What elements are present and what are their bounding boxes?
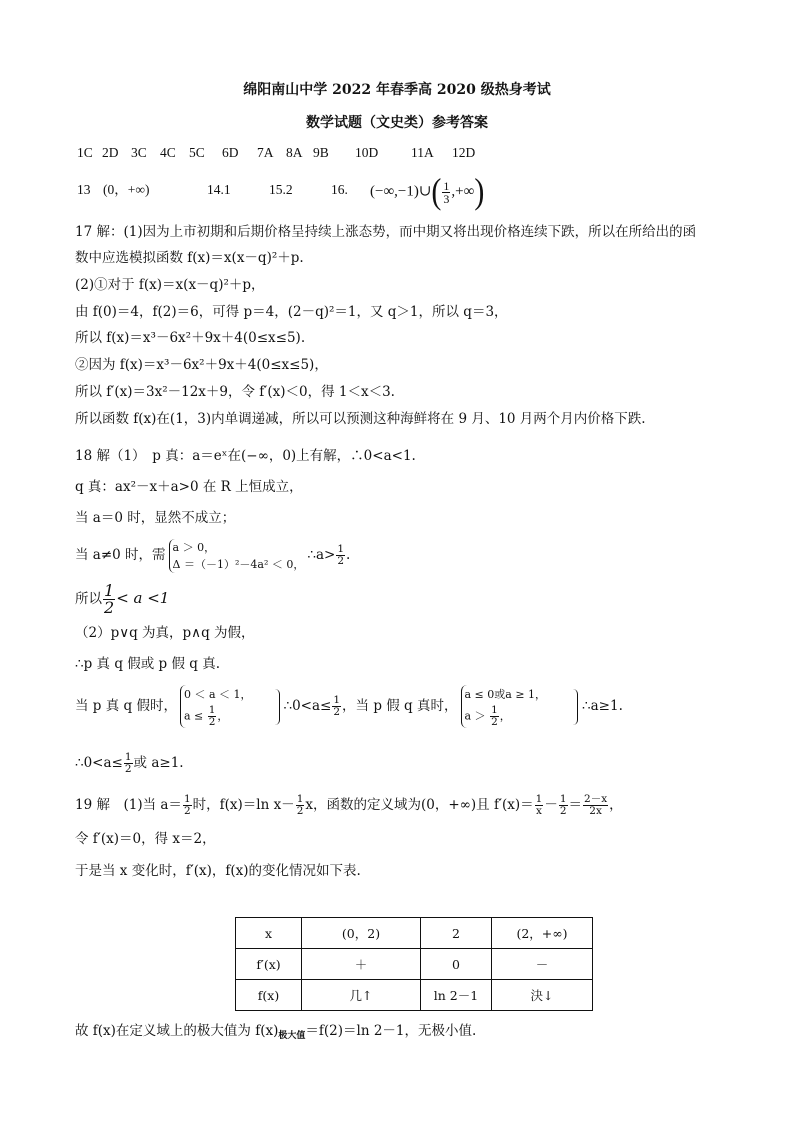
q19-frac-5-den: 2x — [589, 805, 602, 817]
q17-line-1: 17 解：(1)因为上市初期和后期价格呈持续上涨态势，而中期又将出现价格连续下跌，所以在所给出的函 — [75, 224, 697, 240]
q16-label: 16. — [331, 182, 348, 197]
table-cell: x — [236, 918, 302, 949]
q17-line-7: 所以 f′(x)＝3x²－12x＋9，令 f′(x)＜0，得 1＜x＜3. — [75, 384, 395, 400]
q19-frac-1-num: 1 — [183, 793, 191, 805]
q17-line-4: 由 f(0)＝4，f(2)＝6，可得 p＝4，(2－q)²＝1，又 q＞1，所以 q＝3， — [75, 304, 508, 320]
q19-line-4 — [75, 1021, 476, 1046]
q19-frac-5-num: 2－x — [584, 793, 608, 805]
q19-line-1-end: ， — [609, 797, 623, 813]
q18-line-4-num: 1 — [337, 543, 344, 555]
table-cell: ln 2－1 — [421, 980, 492, 1011]
q17-line-6: ②因为 f(x)＝x³－6x²＋9x＋4(0≤x≤5)， — [75, 357, 328, 373]
q18-line-4-post: ∴a> — [307, 547, 336, 563]
q19-line-4-b: ＝f(2)＝ln 2－1，无极小值. — [305, 1023, 477, 1039]
q18-line-5 — [75, 580, 169, 616]
table-cell: ⼏↑ — [302, 980, 421, 1011]
q18-line-9-pre: ∴0<a≤ — [75, 755, 123, 771]
q18-line-8-pre: 当 p 真 q 假时， — [75, 698, 177, 714]
q15-answer: 15.2 — [269, 182, 293, 197]
q18-line-4 — [75, 537, 350, 573]
q19-frac-1-den: 2 — [183, 805, 191, 817]
q18-line-8-mid-den: 2 — [333, 706, 341, 718]
q18-line-8-mid: ∴0<a≤ — [283, 698, 332, 714]
document-subtitle: 数学试题（文史类）参考答案 — [306, 115, 488, 131]
table-cell: 2 — [421, 918, 492, 949]
table-cell: f(x) — [236, 980, 302, 1011]
table-cell: 決↓ — [492, 980, 593, 1011]
q18-system-3-num: 1 — [491, 704, 498, 716]
q19-line-1-b: 时，f(x)＝ln x－ — [192, 797, 295, 813]
q17-line-3: (2)①对于 f(x)＝x(x－q)²＋p， — [75, 277, 265, 293]
q18-line-5-pre: 所以 — [75, 591, 102, 607]
q19-frac-4-num: 1 — [559, 793, 567, 805]
q18-line-2: q 真：ax²－x＋a>0 在 R 上恒成立， — [75, 479, 303, 495]
variation-table — [235, 917, 593, 1011]
q18-line-9-den: 2 — [124, 763, 132, 775]
table-cell: ＋ — [302, 949, 421, 980]
q17-line-5: 所以 f(x)＝x³－6x²＋9x＋4(0≤x≤5). — [75, 330, 306, 346]
q16-left: (−∞,−1)∪ — [370, 183, 432, 200]
q19-line-1-minus: － — [544, 797, 558, 813]
choice-4: 4C — [160, 145, 176, 160]
choice-10: 10D — [355, 145, 379, 160]
table-cell: (2，+∞) — [492, 918, 593, 949]
q19-line-2: 令 f′(x)＝0，得 x＝2， — [75, 831, 216, 847]
choice-2: 2D — [102, 145, 119, 160]
q19-line-1-a: 19 解 (1)当 a＝ — [75, 797, 182, 813]
q18-line-4-pre: 当 a≠0 时，需 — [75, 547, 166, 563]
q16-answer: (−∞,−1)∪( $\frac{1}{3}$ ,+∞) — [370, 171, 485, 212]
q19-line-1-eq: ＝ — [568, 797, 583, 813]
choice-1: 1C — [77, 145, 93, 160]
choice-8: 8A — [286, 145, 303, 160]
q18-system-1-row-1: a ＞ 0， — [172, 540, 216, 554]
table-cell: － — [492, 949, 593, 980]
q19-line-4-a: 故 f(x)在定义域上的极大值为 f(x) — [75, 1023, 279, 1039]
q18-line-7: ∴p 真 q 假或 p 假 q 真. — [75, 656, 220, 672]
q18-line-5-post: < a <1 — [116, 589, 170, 607]
q19-line-3: 于是当 x 变化时，f′(x)，f(x)的变化情况如下表. — [75, 863, 361, 879]
q18-line-1: 18 解（1） p 真：a＝eˣ在(−∞，0)上有解，∴0<a<1. — [75, 448, 416, 464]
q18-line-9-post: 或 a≥1. — [133, 755, 184, 771]
q18-line-9 — [75, 748, 184, 778]
q19-frac-2-num: 1 — [296, 793, 304, 805]
q18-system-3-den: 2 — [491, 716, 498, 728]
table-row — [236, 949, 593, 980]
q19-line-1-c: x，函数的定义域为(0，+∞)且 f′(x)＝ — [305, 797, 534, 813]
choice-3: 3C — [131, 145, 147, 160]
table-cell: (0，2) — [302, 918, 421, 949]
q16-frac-den: 3 — [443, 191, 450, 206]
q16-frac-num: 1 — [443, 178, 450, 193]
q18-line-4-den: 2 — [337, 555, 344, 567]
q19-frac-3-den: x — [536, 805, 542, 817]
q18-line-5-num: 1 — [104, 581, 115, 600]
choice-7: 7A — [257, 145, 274, 160]
q18-line-6: （2）p∨q 为真，p∧q 为假， — [75, 625, 255, 641]
q18-line-5-den: 2 — [104, 598, 115, 617]
q13-label: 13 — [77, 182, 91, 197]
q18-line-8-mid2: ，当 p 假 q 真时， — [342, 698, 458, 714]
q18-system-2-den: 2 — [208, 716, 216, 728]
choice-12: 12D — [452, 145, 476, 160]
choice-6: 6D — [222, 145, 239, 160]
q14-answer: 14.1 — [207, 182, 231, 197]
q13-answer: (0，+∞) — [103, 182, 150, 197]
table-row — [236, 980, 593, 1011]
q18-system-3-row-1: a ≤ 0或a ≥ 1， — [464, 688, 547, 701]
q19-line-4-sub: 极大值 — [278, 1031, 306, 1041]
q16-right: ,+∞ — [451, 183, 475, 200]
q18-line-8-end: ∴a≥1. — [582, 698, 623, 714]
q17-line-2: 数中应选模拟函数 f(x)＝x(x－q)²＋p. — [75, 250, 304, 266]
q19-frac-3-num: 1 — [535, 793, 543, 805]
q18-line-8-mid-num: 1 — [333, 694, 341, 706]
q19-frac-4-den: 2 — [559, 805, 567, 817]
q18-system-1-row-2: Δ ＝（－1）²－4a² ＜ 0， — [172, 557, 305, 571]
q18-system-2: 0 ＜ a ＜ 1， a ≤ $\frac{1}{2}$ ， — [180, 685, 252, 728]
choice-11: 11A — [411, 145, 434, 160]
q18-line-8 — [75, 684, 623, 728]
choice-5: 5C — [189, 145, 205, 160]
q19-frac-2-den: 2 — [296, 805, 304, 817]
q18-system-1 — [169, 539, 305, 573]
q17-line-8: 所以函数 f(x)在(1，3)内单调递减，所以可以预测这种海鲜将在 9 月、10 月两个月内价格下跌. — [75, 411, 646, 427]
table-cell: 0 — [421, 949, 492, 980]
q18-line-4-end: . — [346, 547, 351, 563]
choice-9: 9B — [313, 145, 329, 160]
q18-system-3-row-2: a ＞ — [464, 709, 486, 723]
q18-system-3: a ≤ 0或a ≥ 1， a ＞ $\frac{1}{2}$ ， — [461, 685, 547, 728]
q18-system-2-row-1: 0 ＜ a ＜ 1， — [183, 688, 252, 701]
q18-system-2-row-2: a ≤ — [183, 709, 204, 723]
q18-line-3: 当 a＝0 时，显然不成立； — [75, 510, 236, 526]
q19-line-1 — [75, 790, 623, 820]
table-cell: f′(x) — [236, 949, 302, 980]
table-row — [236, 918, 593, 949]
document-title: 绵阳南山中学 2022 年春季高 2020 级热身考试 — [243, 82, 551, 98]
q18-line-9-num: 1 — [124, 751, 132, 763]
q18-system-2-num: 1 — [208, 704, 216, 716]
